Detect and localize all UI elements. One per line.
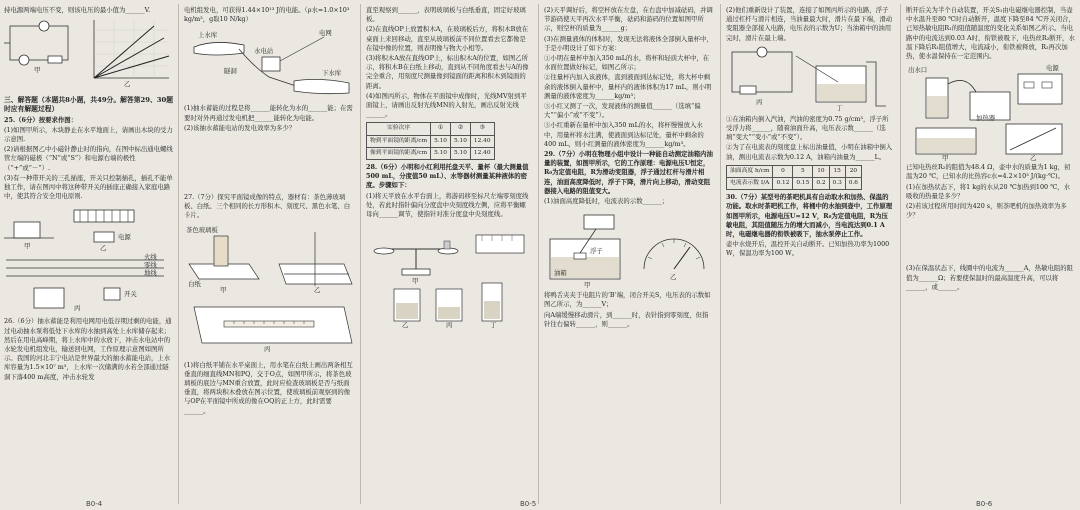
power-label: 电源 [1046, 64, 1059, 73]
q30-text: 30.（7分）某型号的茶吧机具有自动取水和加热、保温的功能。取水时茶吧机工作，将桶中的水抽到壶中，工作原理如图甲所示，电源电压U=12 V，R₀为定值电阻，R为压敏电阻，其阻值随压力的增大而减小，当电流达到0.1 A时，电磁继电器的衔铁被吸下，抽水泵停止工作。 [726, 193, 893, 239]
table-cell: 15 [829, 165, 845, 177]
q29-text: 29.（7分）小明在物理小组中设计一种能自动测定油箱内油量的装置，如图甲所示，它的工作原理：电源电压U恒定，R₀为定值电阻，R为滑动变阻器，浮子通过杠杆与滑片相连，油面高度降低时，浮子下降，滑片向上移动，滑动变阻器接入电路的阻值变大。 [544, 150, 713, 195]
tunnel-label: 隧洞 [224, 67, 237, 76]
q28-cont-3: ①小明在量杯中加入350 mL的水，将杯和轻质大杯中，在水面位置做好标记，如图乙所示； [544, 54, 710, 72]
table-cell: 物到平面镜的距离/cm [367, 135, 431, 147]
figure-mirror-experiment [184, 224, 354, 294]
grid-label: 电网 [319, 29, 332, 38]
q25-part1: (1)如图甲所示，木块静止在水平地面上，请画出木块的受力示意图. [4, 125, 173, 144]
q29-cont-3: (2)他们重新设计了装置，连接了如图丙所示的电路，浮子通过杠杆与滑片相连，当油量最大时，滑片在最下端，滑动变阻器全部接入电路，电压表的示数为U；当油箱中的油用完时，滑片在最上端。 [726, 6, 893, 42]
q28-cont-6: ③小红重新在量杯中加入350 mL的水，将杯慢慢放入水中，用量杯将水注满，使液面到达标记处，量杯中剩余的400 mL，则小红测量的液体密度为______kg/m³。 [544, 121, 704, 148]
table-cell: ② [451, 123, 471, 135]
fig-label-yi: 乙 [124, 80, 131, 89]
table-row [367, 135, 495, 147]
table-cell: 5 [793, 165, 813, 177]
q25-part2: (2)请根据图乙中小磁针静止时的指向，在图中标出通电螺线管左端的磁极（“N”或“S”）和电源右端的极性（“+”或“－”）. [4, 145, 173, 172]
table-cell: 0.12 [773, 178, 793, 190]
figure-pumped-storage [184, 27, 354, 101]
figure-balance [366, 227, 532, 330]
q28-cont-4: ②往量杯内加入该液体，直到液面到达标记处，将大杯中剩余的液体倒入量杯中，量杯内的液体体积为17 mL，则小明测量的液体密度为______kg/m³； [544, 73, 712, 100]
fig-label-jia: 甲 [24, 242, 31, 251]
mirror-data-table [366, 122, 495, 160]
page-number-left: B0-4 [86, 500, 103, 508]
tank-label: 油箱 [554, 269, 567, 278]
figure-fuel-circuit [726, 46, 894, 112]
column-3 [366, 6, 532, 496]
fig-label-yi: 乙 [670, 273, 677, 282]
fig-label-bing: 丙 [756, 97, 763, 106]
table-cell: 12.40 [470, 135, 494, 147]
q27-cont-3: (3)将积木A放在直线OP上，标出积木A的位置，如图乙所示，将积木B在白纸上移动，直到从不同角度看去与A的像完全重合，用刻度尺测量像到镜面的距离和积木到镜面的距离。 [366, 54, 529, 90]
table-cell: ① [431, 123, 451, 135]
table-cell: 0.3 [829, 178, 845, 190]
table-cell: 电流表示数 I/A [727, 178, 773, 190]
fig-label-jia: 甲 [220, 285, 227, 294]
column-4 [544, 6, 714, 496]
q27-cont-2: (2)在直线OP上放置积木A，在玻璃板后方，将积木B放在桌面上来回移动，直至从玻璃板前不同位置看去它都像是在镜中像的位置，则表明像与物大小相等。 [366, 25, 529, 52]
column-2 [184, 6, 354, 496]
figure-ruler [184, 297, 354, 353]
switch-label: 开关 [124, 290, 137, 299]
page-number-right: B0-6 [976, 500, 993, 508]
q28-cont-2: (3)在测量液体的体积时，发现无法将液体全部倒入量杯中，于是小明设计了如下方案： [544, 34, 713, 52]
table-cell: ③ [470, 123, 494, 135]
column-divider [538, 4, 539, 504]
q29-part1: (1)油面高度降低时，电流表的示数______； [544, 197, 669, 206]
upper-reservoir-label: 上水库 [198, 31, 218, 40]
q27-cont-4: (4)如图丙所示，物体在平面镜中成像时，光线MV射到平面镜上，请画出反射光线MN的入射光，画出反射光线______。 [366, 91, 527, 119]
q28-text: 28.（6分）小明和小红利用托盘天平、量杯（最大测量值500 mL，分度值50 mL）、水等器材测量某种液体的密度。步骤如下： [366, 163, 529, 190]
q26-text: 26.（6分）抽水蓄能是利用电网用电低谷期过剩的电能，通过电动抽水泵将低处下水库的水抽到高处上水库储存起来；然后在用电高峰期，将上水库中的水放下，冲击水电站中的水轮发电机组发电，输送回电网，工作原理示意图如图所示。我国的河北丰宁电站是世界最大的抽水蓄能电站，上水库容量为1.5×10⁷ m³，上水库一次储满的水若全部通过隧洞下落400 m高度，冲击水轮发 [4, 317, 172, 381]
fig-label-jia: 甲 [942, 154, 949, 163]
fig-label-jia: 甲 [584, 281, 591, 290]
q29-cont-2: 向A端缓慢移动滑片，到______时，表针指到零刻度，但指针往右偏转______，则______。 [544, 310, 709, 328]
q26-continued: 电机组发电，可获得1.44×10¹³ J的电能。（ρ水=1.0×10³ kg/m³，g取10 N/kg） [184, 6, 350, 24]
table-header-row [367, 123, 495, 135]
outlet-label: 出水口 [908, 66, 928, 75]
paper-label: 白纸 [188, 279, 201, 288]
fig-label-yi: 乙 [314, 285, 321, 294]
column-5 [726, 6, 894, 496]
section-heading: 三、解答题（本题共8小题，共49分。解答第29、30题时应有解题过程） [4, 96, 174, 114]
table-cell: 5.10 [431, 147, 451, 159]
table-cell: 0.15 [793, 178, 813, 190]
power-label: 电源 [118, 233, 131, 242]
q28-cont-5: ③小红又测了一次，发现液体的测量值______（选填“偏大”“偏小”或“不变”）。 [544, 102, 701, 120]
table-cell: 像到平面镜的距离/cm [367, 147, 431, 159]
power-station-label: 水电站 [254, 47, 274, 56]
table-cell: 0.2 [813, 178, 829, 190]
fig-label-bing: 丙 [446, 321, 453, 330]
q28-cont-1: (2)天平调好后，将空杯放在左盘，在右盘中加减砝码，并调节游码使天平再次水平平衡，砝码和游码的位置如图甲所示，则空杯的质量为______g； [544, 6, 713, 33]
column-divider [178, 4, 179, 504]
q29-cont-5: ②为了在电流表的刻度盘上标出油量值，小明在油箱中倒入油，测出电流表示数为0.12 A，油箱内油量为______L。 [726, 143, 893, 161]
q29-cont-4: ①在油箱内倒入汽油，汽油的密度为0.75 g/cm³，浮子所受浮力将______，随着油面升高，电压表示数______（选填“变大”“变小”或“不变”）。 [726, 114, 889, 142]
q28-part1: (1)将天平放在水平台面上，将游码移至标尺左端零刻度线处，若此时指针偏向分度盘中央刻度线左侧，应将平衡螺母向______调节，使指针对准分度盘中央刻度线。 [366, 191, 529, 219]
fig-label-yi: 乙 [402, 321, 409, 330]
fig-label-ding: 丁 [490, 321, 497, 330]
q27-text: 27.（7分）探究平面镜成像的特点，器材有：茶色薄玻璃板、白纸、三个相同的长方形积木、刻度尺、黑色水笔、白卡片。 [184, 193, 351, 220]
q30-cont-2: 断开后关为半个自动装置，开关S₁由电磁继电器控制，当壶中水温升至80 ℃时自动断开，温度下降至84 ℃开关闭合，已知热敏电阻R₁的阻值随温度的变化关系如图乙所示。当电路中的电流达到0.03 A时，衔铁被吸下，电热丝R₂断开，水温下降后R₁阻值增大，电流减小，衔铁被释放，R₂再次加热，使水温保持在一定范围内。 [906, 6, 1075, 61]
fig-label-yi: 乙 [100, 244, 107, 253]
heater-label: 加热器 [976, 114, 996, 123]
table-row [367, 147, 495, 159]
neutral-wire-label: 零线 [144, 261, 157, 270]
q30-part3: (3)在保温状态下，线圈中的电流为______A，热敏电阻的阻值为______Ω；若要使保温时的最高温度升高，可以将______，或______。 [906, 264, 1074, 291]
fig-label-bing: 丙 [74, 304, 81, 313]
table-cell: 5.10 [431, 135, 451, 147]
fig-label-jia: 甲 [412, 277, 419, 286]
q26-part1: (1)抽水蓄能的过程是将______能转化为水的______能；在需要时对外再通过发电机把______能转化为电能。 [184, 104, 353, 122]
column-divider [720, 4, 721, 504]
fig-label-yi: 乙 [1030, 154, 1037, 163]
fuel-data-table [726, 165, 862, 190]
q30-cont-3: 已知电热丝R₂的阻值为48.4 Ω，壶中水的质量为1 kg，初温为20 ℃，已知水的比热容c水=4.2×10³ J/(kg·℃)。 [906, 163, 1071, 181]
ground-wire-label: 地线 [144, 269, 157, 278]
q25-part3: (3)有一种带开关的三孔插座，开关只控制插孔，插孔不能单独工作，请在图丙中将这种带开关的插座正确接入家庭电路中，使其符合安全用电原则. [4, 173, 173, 201]
q27-cont-1: 直至观察到______，表明玻璃板与白纸垂直，固定好玻璃板。 [366, 6, 526, 24]
q29-cont-1: 将鸭舌夹夹于电阻片的‘B’端，闭合开关S，电压表的示数如图乙所示，为______V； [544, 291, 711, 309]
glass-label: 茶色玻璃板 [186, 225, 218, 234]
q30-part1: (1)在加热状态下，将1 kg的水从20 ℃加热到100 ℃，水吸收的热量是多少？ [906, 182, 1071, 200]
figure-fuel-gauge [544, 209, 714, 290]
table-cell: 油面高度 h/cm [727, 165, 773, 177]
lower-reservoir-label: 下水库 [322, 69, 342, 78]
live-wire-label: 火线 [144, 253, 157, 262]
table-header-row [727, 165, 862, 177]
column-6 [906, 6, 1076, 496]
float-label: 浮子 [590, 247, 603, 256]
q26-part2: (2)该抽水蓄能电站的发电效率为多少？ [184, 123, 296, 132]
intro-text: 持电源两端电压不变，则该电压的最小值为______V. [4, 6, 151, 14]
figure-tea-machine [906, 64, 1076, 163]
q27-part1: (1)将白纸平铺在水平桌面上，用水笔在白纸上画出两条相互垂直的细直线MN和PQ，交于O点，如图甲所示，将茶色玻璃板的底边与MN重合放置，此时应检查玻璃板是否与纸面垂直，将两块积木叠放在图示位置，使玻璃板前观察到的像与OP在平面镜中所成的像在OQ的正上方，此时需要______。 [184, 360, 353, 415]
table-cell: 0 [773, 165, 793, 177]
figure-q25 [4, 204, 174, 314]
fig-label-jia: 甲 [34, 66, 41, 75]
q25-title: 25.（6分）按要求作图： [4, 115, 78, 124]
fig-label-ding: 丁 [836, 103, 843, 112]
fig-label-bing: 丙 [264, 344, 271, 353]
table-cell: 实验次序 [367, 123, 431, 135]
table-cell: 10 [813, 165, 829, 177]
table-row [727, 178, 862, 190]
table-cell: 20 [845, 165, 861, 177]
column-divider [360, 4, 361, 504]
table-cell: 0.6 [845, 178, 861, 190]
table-cell: 5.10 [451, 135, 471, 147]
column-1 [4, 6, 174, 496]
q30-part2: (2)若该过程所用时间为420 s，则茶吧机的加热效率为多少？ [906, 202, 1067, 220]
q30-cont-1: 壶中水烧开后，温控开关自动断开。已知加热功率为1000 W，保温功率为100 W。 [726, 240, 890, 258]
table-cell: 5.10 [451, 147, 471, 159]
figure-circuit-graph [4, 18, 174, 89]
table-cell: 12.40 [470, 147, 494, 159]
column-divider [900, 4, 901, 504]
page-number-middle: B0-5 [520, 500, 537, 508]
